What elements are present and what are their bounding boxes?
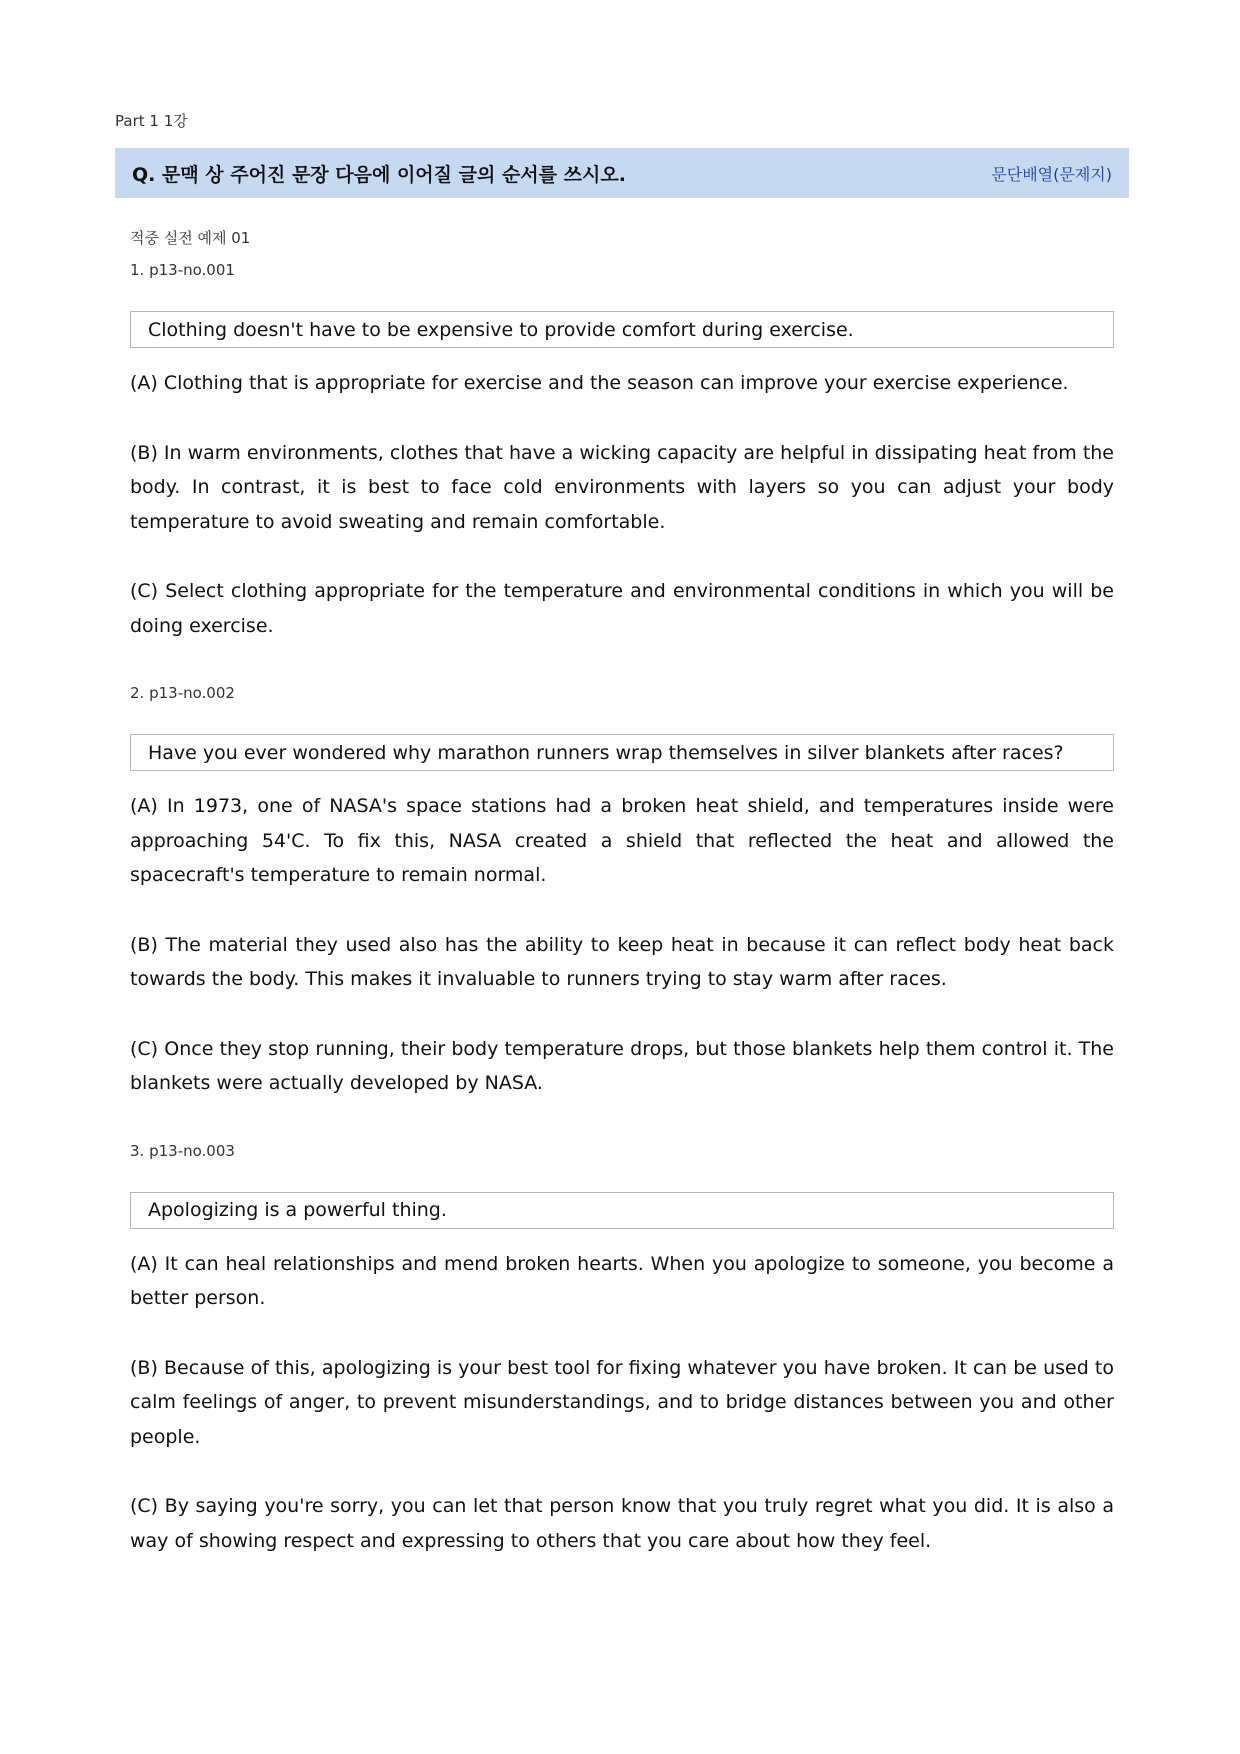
option-b: (B) In warm environments, clothes that have a wicking capacity are helpful in dissipating heat from the body. In contrast, it is best to face cold environments with layers so you can adjust your body temperature to avoid sweating and remain comfortable. [130,441,1114,533]
option-a: (A) It can heal relationships and mend broken hearts. When you apologize to someone, you become a better person. [130,1252,1114,1309]
question-banner [115,148,1129,198]
problem-3 [130,1139,1114,1559]
set-title: 적중 실전 예제 01 [130,229,251,247]
given-sentence-box [130,1192,1114,1229]
problem-list [130,226,1114,1558]
given-sentence: Apologizing is a powerful thing. [148,1199,447,1221]
option-b: (B) Because of this, apologizing is your best tool for fixing whatever you have broken. It can be used to calm feelings of anger, to prevent misunderstandings, and to bridge distances between you and other people. [130,1356,1114,1448]
problem-label: 3. p13-no.003 [130,1141,235,1160]
given-sentence-box [130,311,1114,348]
question-type-tag: 문단배열(문제지) [991,164,1112,184]
question-prompt: Q. 문맥 상 주어진 문장 다음에 이어질 글의 순서를 쓰시오. [132,163,626,186]
option-b: (B) The material they used also has the ability to keep heat in because it can reflect body heat back towards the body. This makes it invaluable to runners trying to stay warm after races. [130,933,1114,990]
option-c: (C) Select clothing appropriate for the temperature and environmental conditions in which you will be doing exercise. [130,580,1114,637]
problem-label: 1. p13-no.001 [130,261,235,279]
problem-2 [130,681,1114,1101]
problem-1 [130,258,1114,643]
given-sentence-box [130,734,1114,771]
problem-label: 2. p13-no.002 [130,684,235,702]
option-a: (A) Clothing that is appropriate for exercise and the season can improve your exercise experience. [130,372,1069,394]
given-sentence: Clothing doesn't have to be expensive to provide comfort during exercise. [148,318,854,341]
option-a: (A) In 1973, one of NASA's space stations had a broken heat shield, and temperatures inside were approaching 54'C. To fix this, NASA created a shield that reflected the heat and allowed the spacecraft's temperature to remain normal. [130,795,1114,886]
given-sentence: Have you ever wondered why marathon runners wrap themselves in silver blankets after races? [148,741,1064,764]
option-c: (C) Once they stop running, their body temperature drops, but those blankets help them control it. The blankets were actually developed by NASA. [130,1037,1114,1094]
option-c: (C) By saying you're sorry, you can let that person know that you truly regret what you did. It is also a way of showing respect and expressing to others that you care about how they feel. [130,1495,1114,1552]
part-label: Part 1 1강 [115,112,188,130]
